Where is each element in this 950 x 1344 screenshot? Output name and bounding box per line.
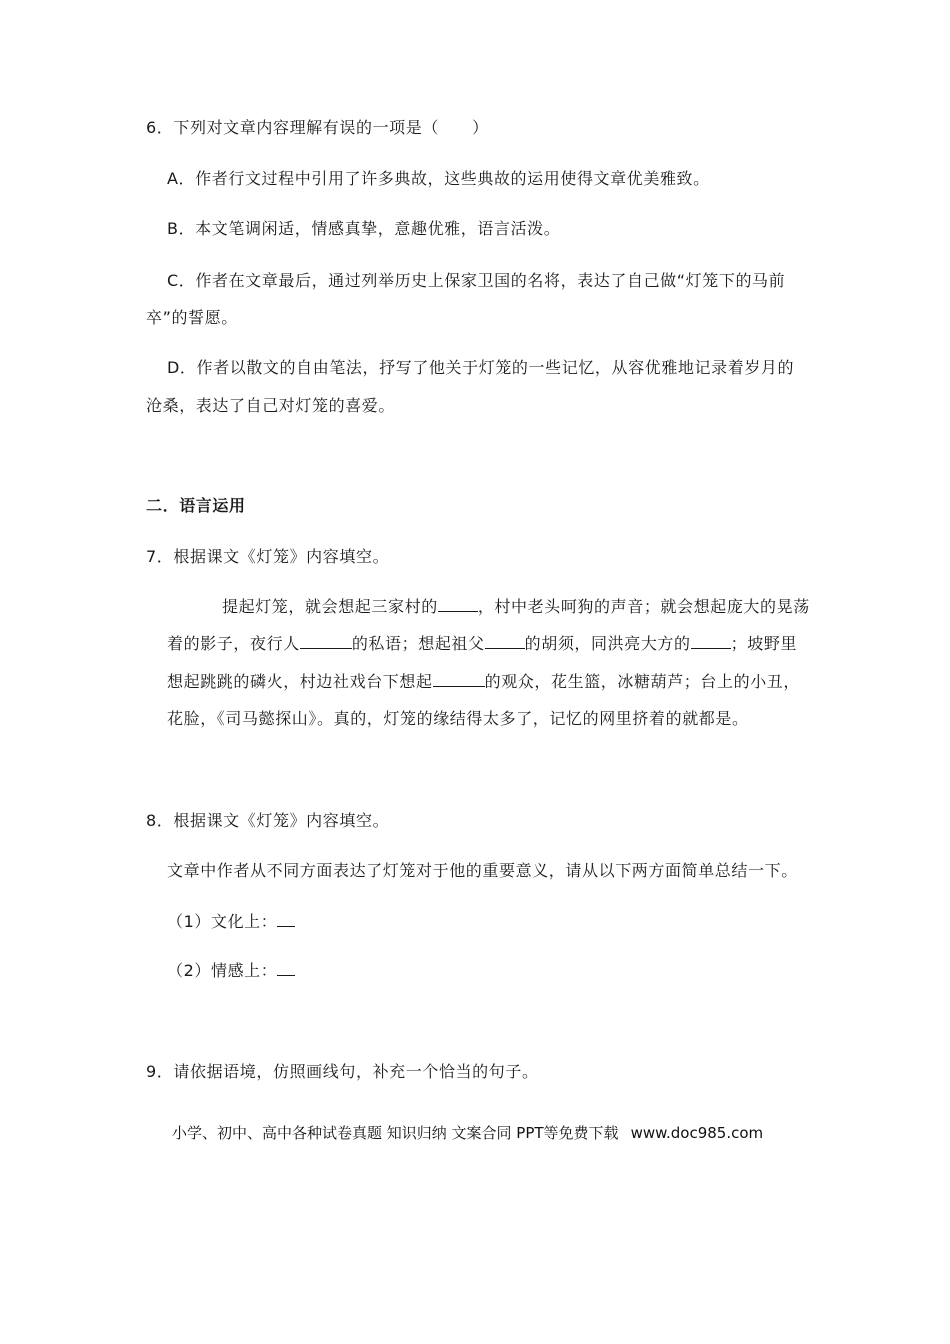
q7-blank-2[interactable]	[300, 632, 352, 649]
q6-option-d-line2: 沧桑，表达了自己对灯笼的喜爱。	[146, 396, 396, 415]
q7-blank-4[interactable]	[691, 632, 731, 649]
q6-option-a: A．作者行文过程中引用了许多典故，这些典故的运用使得文章优美雅致。	[167, 169, 710, 188]
q7-blank-1[interactable]	[438, 595, 478, 612]
q7-passage-line2	[167, 632, 797, 655]
q7-passage-line1	[222, 595, 810, 618]
section-title: 二．语言运用	[146, 496, 246, 515]
q8-item-2-label: （2）情感上：	[167, 961, 278, 980]
q7-text: 的观众，花生篮，冰糖葫芦；台上的小丑，	[484, 672, 801, 691]
q7-text: 想起跳跳的磷火，村边社戏台下想起	[167, 672, 433, 691]
q8-intro: 文章中作者从不同方面表达了灯笼对于他的重要意义，请从以下两方面简单总结一下。	[167, 861, 798, 880]
q7-text: 的私语；想起祖父	[351, 634, 485, 653]
q7-text: 着的影子，夜行人	[167, 634, 300, 653]
q9-stem: 9．请依据语境，仿照画线句，补充一个恰当的句子。	[146, 1062, 539, 1081]
q8-item-2	[167, 959, 295, 982]
q7-stem: 7．根据课文《灯笼》内容填空。	[146, 547, 390, 566]
q8-blank-1[interactable]	[277, 910, 295, 927]
q7-blank-3[interactable]	[485, 632, 525, 649]
q6-option-c-line2: 卒”的誓愿。	[146, 308, 238, 327]
footer-url[interactable]: www.doc985.com	[630, 1124, 764, 1142]
q7-text: ，村中老头呵狗的声音；就会想起庞大的晃荡	[477, 597, 810, 616]
q7-passage-line3	[167, 670, 800, 693]
q7-text: ；坡野里	[730, 634, 798, 653]
q8-stem: 8．根据课文《灯笼》内容填空。	[146, 811, 390, 830]
q6-option-c-line1: C．作者在文章最后，通过列举历史上保家卫国的名将，表达了自己做“灯笼下的马前	[167, 271, 786, 290]
q6-option-b: B．本文笔调闲适，情感真挚，意趣优雅，语言活泼。	[167, 219, 561, 238]
q8-item-1-label: （1）文化上：	[167, 912, 278, 931]
q6-stem: 6．下列对文章内容理解有误的一项是（ ）	[146, 118, 489, 137]
q7-text: 的胡须，同洪亮大方的	[524, 634, 691, 653]
q7-text: 提起灯笼，就会想起三家村的	[222, 597, 438, 616]
q7-blank-5[interactable]	[433, 670, 485, 687]
footer-text: 小学、初中、高中各种试卷真题 知识归纳 文案合同 PPT等免费下载	[172, 1124, 619, 1142]
q7-passage-line4: 花脸，《司马懿探山》。真的，灯笼的缘结得太多了，记忆的网里挤着的就都是。	[167, 709, 749, 728]
footer	[172, 1123, 763, 1143]
q8-item-1	[167, 910, 295, 933]
q6-option-d-line1: D．作者以散文的自由笔法，抒写了他关于灯笼的一些记忆，从容优雅地记录着岁月的	[167, 358, 795, 377]
q8-blank-2[interactable]	[277, 959, 295, 976]
